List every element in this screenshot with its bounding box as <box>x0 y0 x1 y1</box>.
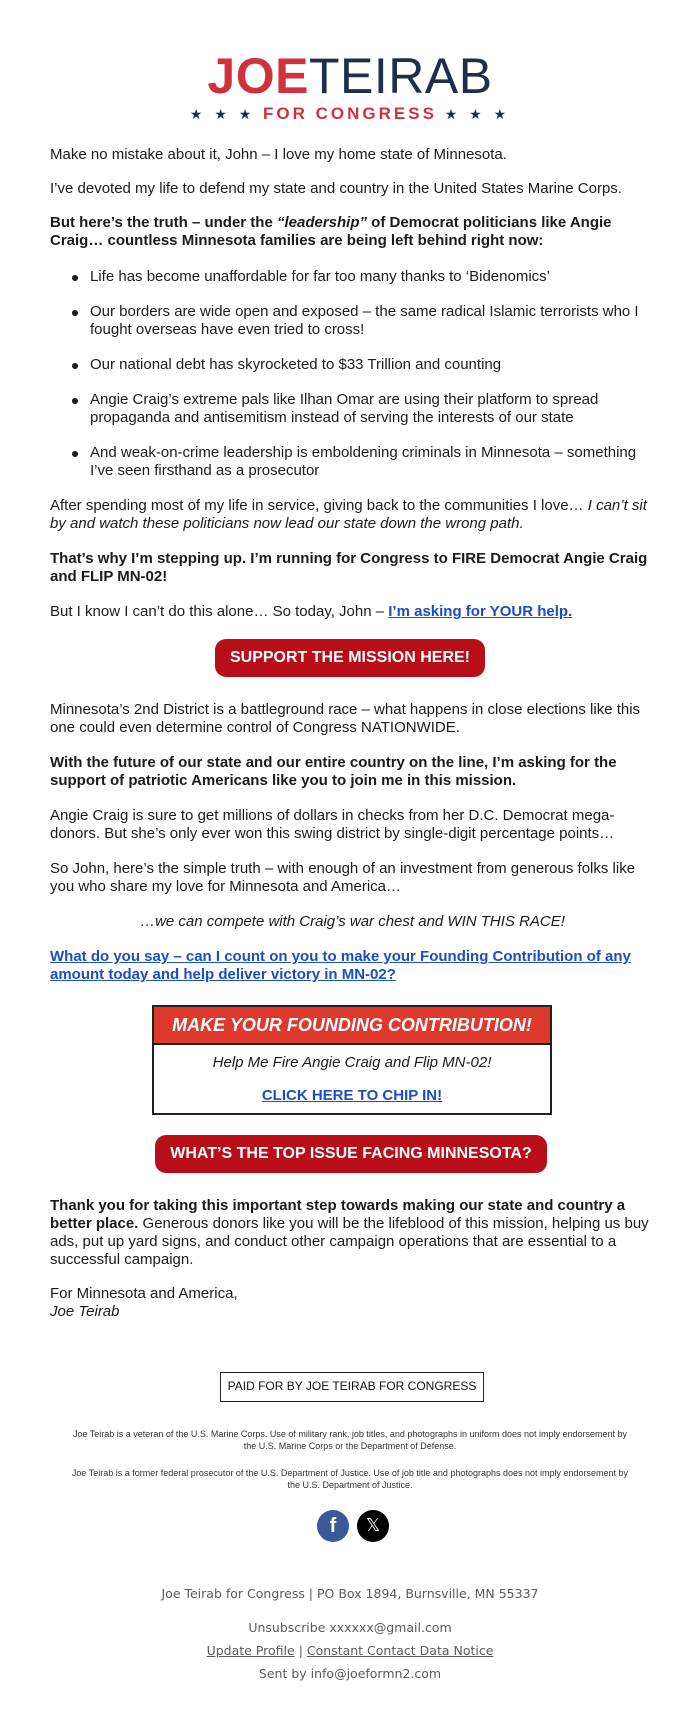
service-reflection-paragraph: After spending most of my life in service, giving back to the communities I love… I can’t sit by and watch these politicians now lead our state down the wrong path. <box>50 497 647 532</box>
founding-contribution-link[interactable]: What do you say – can I count on you to make your Founding Contribution of any amount today and help deliver victory in MN-02? <box>50 948 631 983</box>
campaign-logo <box>0 50 700 124</box>
logo-wordmark <box>0 50 700 102</box>
ask-help-link[interactable]: I’m asking for YOUR help. <box>388 603 573 620</box>
footer-separator: | <box>298 1643 303 1658</box>
ask-paragraph: But I know I can’t do this alone… So today, John – I’m asking for YOUR help. <box>50 603 573 620</box>
future-paragraph: With the future of our state and our entire country on the line, I’m asking for the support of patriotic Americans like you to join me in this mission. <box>50 754 617 789</box>
logo-sub-text: FOR CONGRESS <box>263 104 437 123</box>
footer-address: Joe Teirab for Congress | PO Box 1894, Burnsville, MN 55337 <box>161 1586 539 1601</box>
facebook-icon[interactable]: f <box>317 1510 349 1542</box>
footer-unsubscribe <box>0 1620 700 1635</box>
list-item: Life has become unaffordable for far too many thanks to ‘Bidenomics’ <box>72 268 652 286</box>
issues-list <box>72 268 652 286</box>
marine-disclaimer: Joe Teirab is a veteran of the U.S. Marine Corps. Use of military rank, job titles, and photographs in uniform does not imply endorsement by the U.S. Marine Corps or the Department of Defense. <box>72 1429 628 1451</box>
win-race-line: …we can compete with Craig’s war chest and WIN THIS RACE! <box>140 913 565 930</box>
paid-for-notice: PAID FOR BY JOE TEIRAB FOR CONGRESS <box>220 1372 484 1402</box>
doj-disclaimer: Joe Teirab is a former federal prosecutor of the U.S. Department of Justice. Use of job title and photographs does not imply endorsement by the U.S. Department of Justice. <box>71 1468 629 1490</box>
list-item: Our borders are wide open and exposed – the same radical Islamic terrorists who I fought overseas have even tried to cross! <box>72 303 652 339</box>
data-notice-link[interactable]: Constant Contact Data Notice <box>306 1643 494 1658</box>
intro-paragraph: Make no mistake about it, John – I love my home state of Minnesota. <box>50 146 507 163</box>
update-profile-link[interactable]: Update Profile <box>206 1643 295 1658</box>
issues-list <box>72 444 652 480</box>
footer-sent-by: Sent by info@joeformn2.com <box>258 1666 442 1681</box>
closing-line: For Minnesota and America, <box>50 1285 238 1302</box>
list-item: And weak-on-crime leadership is emboldening criminals in Minnesota – something I’ve seen firsthand as a prosecutor <box>72 444 652 480</box>
list-item: Our national debt has skyrocketed to $33 Trillion and counting <box>72 356 652 374</box>
issues-list <box>72 303 652 339</box>
chip-in-link[interactable]: CLICK HERE TO CHIP IN! <box>261 1087 443 1104</box>
star-icon-left: ★ ★ ★ <box>189 106 256 122</box>
thank-you-paragraph: Thank you for taking this important step towards making our state and country a better place. Generous donors like you will be the lifeblood of this mission, helping us buy ads, put up yard signs, and conduct other campaign operations that are essential to a successful campaign. <box>50 1197 649 1268</box>
support-mission-button[interactable]: SUPPORT THE MISSION HERE! <box>215 639 485 677</box>
signature: Joe Teirab <box>50 1303 120 1320</box>
list-item: Angie Craig’s extreme pals like Ilhan Omar are using their platform to spread propaganda and antisemitism instead of serving the interests of our state <box>72 391 652 427</box>
contribution-box-heading: MAKE YOUR FOUNDING CONTRIBUTION! <box>154 1007 550 1045</box>
logo-subtitle <box>0 104 700 124</box>
service-paragraph: I’ve devoted my life to defend my state and country in the United States Marine Corps. <box>50 180 622 197</box>
truth-paragraph: But here’s the truth – under the “leadership” of Democrat politicians like Angie Craig… countless Minnesota families are being left behind right now: <box>50 214 612 249</box>
logo-first-name: JOE <box>207 48 309 104</box>
truth-simple-paragraph: So John, here’s the simple truth – with enough of an investment from generous folks like you who share my love for Minnesota and America… <box>50 860 636 895</box>
donors-paragraph: Angie Craig is sure to get millions of dollars in checks from her D.C. Democrat mega-donors. But she’s only ever won this swing district by single-digit percentage points… <box>50 807 615 842</box>
issues-list <box>72 356 652 374</box>
unsubscribe-link[interactable]: Unsubscribe xxxxxx@gmail.com <box>248 1620 452 1635</box>
contribution-box <box>152 1005 552 1115</box>
footer-links <box>0 1643 700 1658</box>
top-issue-button[interactable]: WHAT’S THE TOP ISSUE FACING MINNESOTA? <box>155 1135 547 1173</box>
battleground-paragraph: Minnesota’s 2nd District is a battleground race – what happens in close elections like this one could even determine control of Congress NATIONWIDE. <box>50 701 641 736</box>
issues-list <box>72 391 652 427</box>
x-twitter-icon[interactable]: 𝕏 <box>357 1510 389 1542</box>
contribution-box-subtitle: Help Me Fire Angie Craig and Flip MN-02! <box>212 1054 492 1071</box>
founding-question <box>50 948 655 984</box>
star-icon-right: ★ ★ ★ <box>444 106 511 122</box>
stepping-up-paragraph: That’s why I’m stepping up. I’m running for Congress to FIRE Democrat Angie Craig and FLIP MN-02! <box>50 550 648 585</box>
logo-last-name: TEIRAB <box>308 48 493 104</box>
